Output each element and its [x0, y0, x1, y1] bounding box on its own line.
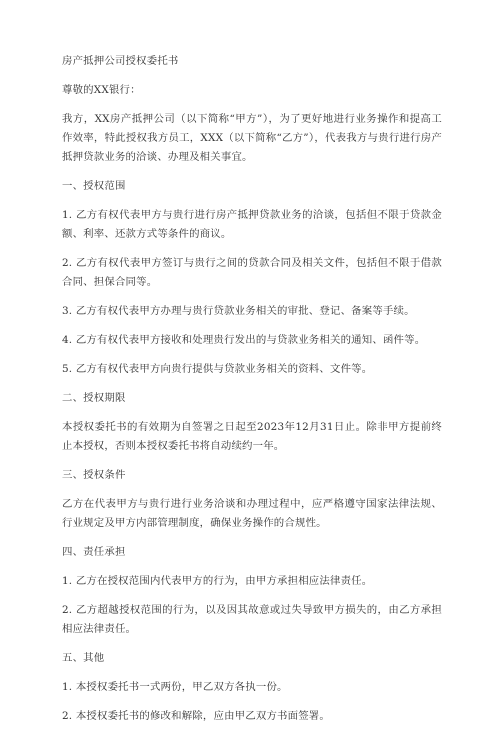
salutation: 尊敬的XX银行： [62, 84, 141, 96]
conditions-paragraph: 乙方在代表甲方与贵行进行业务洽谈和办理过程中，应严格遵守国家法律法规、行业规定及甲方内部管理制度，确保业务操作的合规性。 [62, 498, 442, 529]
section-heading-other: 五、其他 [62, 652, 105, 664]
scope-item-2: 2. 乙方有权代表甲方签订与贵行之间的贷款合同及相关文件，包括但不限于借款合同、担保合同等。 [62, 257, 442, 288]
other-item-2: 2. 本授权委托书的修改和解除，应由甲乙双方书面签署。 [62, 710, 330, 722]
scope-item-1: 1. 乙方有权代表甲方与贵行进行房产抵押贷款业务的洽谈，包括但不限于贷款金额、利率、还款方式等条件的商议。 [62, 209, 442, 240]
scope-item-3: 3. 乙方有权代表甲方办理与贵行贷款业务相关的审批、登记、备案等手续。 [62, 305, 415, 317]
document-title: 房产抵押公司授权委托书 [62, 55, 179, 67]
scope-item-4: 4. 乙方有权代表甲方接收和处理贵行发出的与贷款业务相关的通知、函件等。 [62, 334, 426, 346]
liability-item-2: 2. 乙方超越授权范围的行为，以及因其故意或过失导致甲方损失的，由乙方承担相应法律责任。 [62, 604, 442, 635]
term-paragraph: 本授权委托书的有效期为自签署之日起至2023年12月31日止。除非甲方提前终止本授权，否则本授权委托书将自动续约一年。 [62, 421, 442, 452]
document-page [62, 52, 442, 736]
intro-paragraph: 我方，XX房产抵押公司（以下简称“甲方”），为了更好地进行业务操作和提高工作效率，特此授权我方员工，XXX（以下简称“乙方”），代表我方与贵行进行房产抵押贷款业务的洽谈、办理及相关事宜。 [62, 113, 442, 163]
scope-item-5: 5. 乙方有权代表甲方向贵行提供与贷款业务相关的资料、文件等。 [62, 363, 373, 375]
section-heading-term: 二、授权期限 [62, 392, 126, 404]
section-heading-scope: 一、授权范围 [62, 180, 126, 192]
other-item-1: 1. 本授权委托书一式两份，甲乙双方各执一份。 [62, 681, 288, 693]
section-heading-conditions: 三、授权条件 [62, 469, 126, 481]
liability-item-1: 1. 乙方在授权范围内代表甲方的行为，由甲方承担相应法律责任。 [62, 575, 373, 587]
section-heading-liability: 四、责任承担 [62, 546, 126, 558]
